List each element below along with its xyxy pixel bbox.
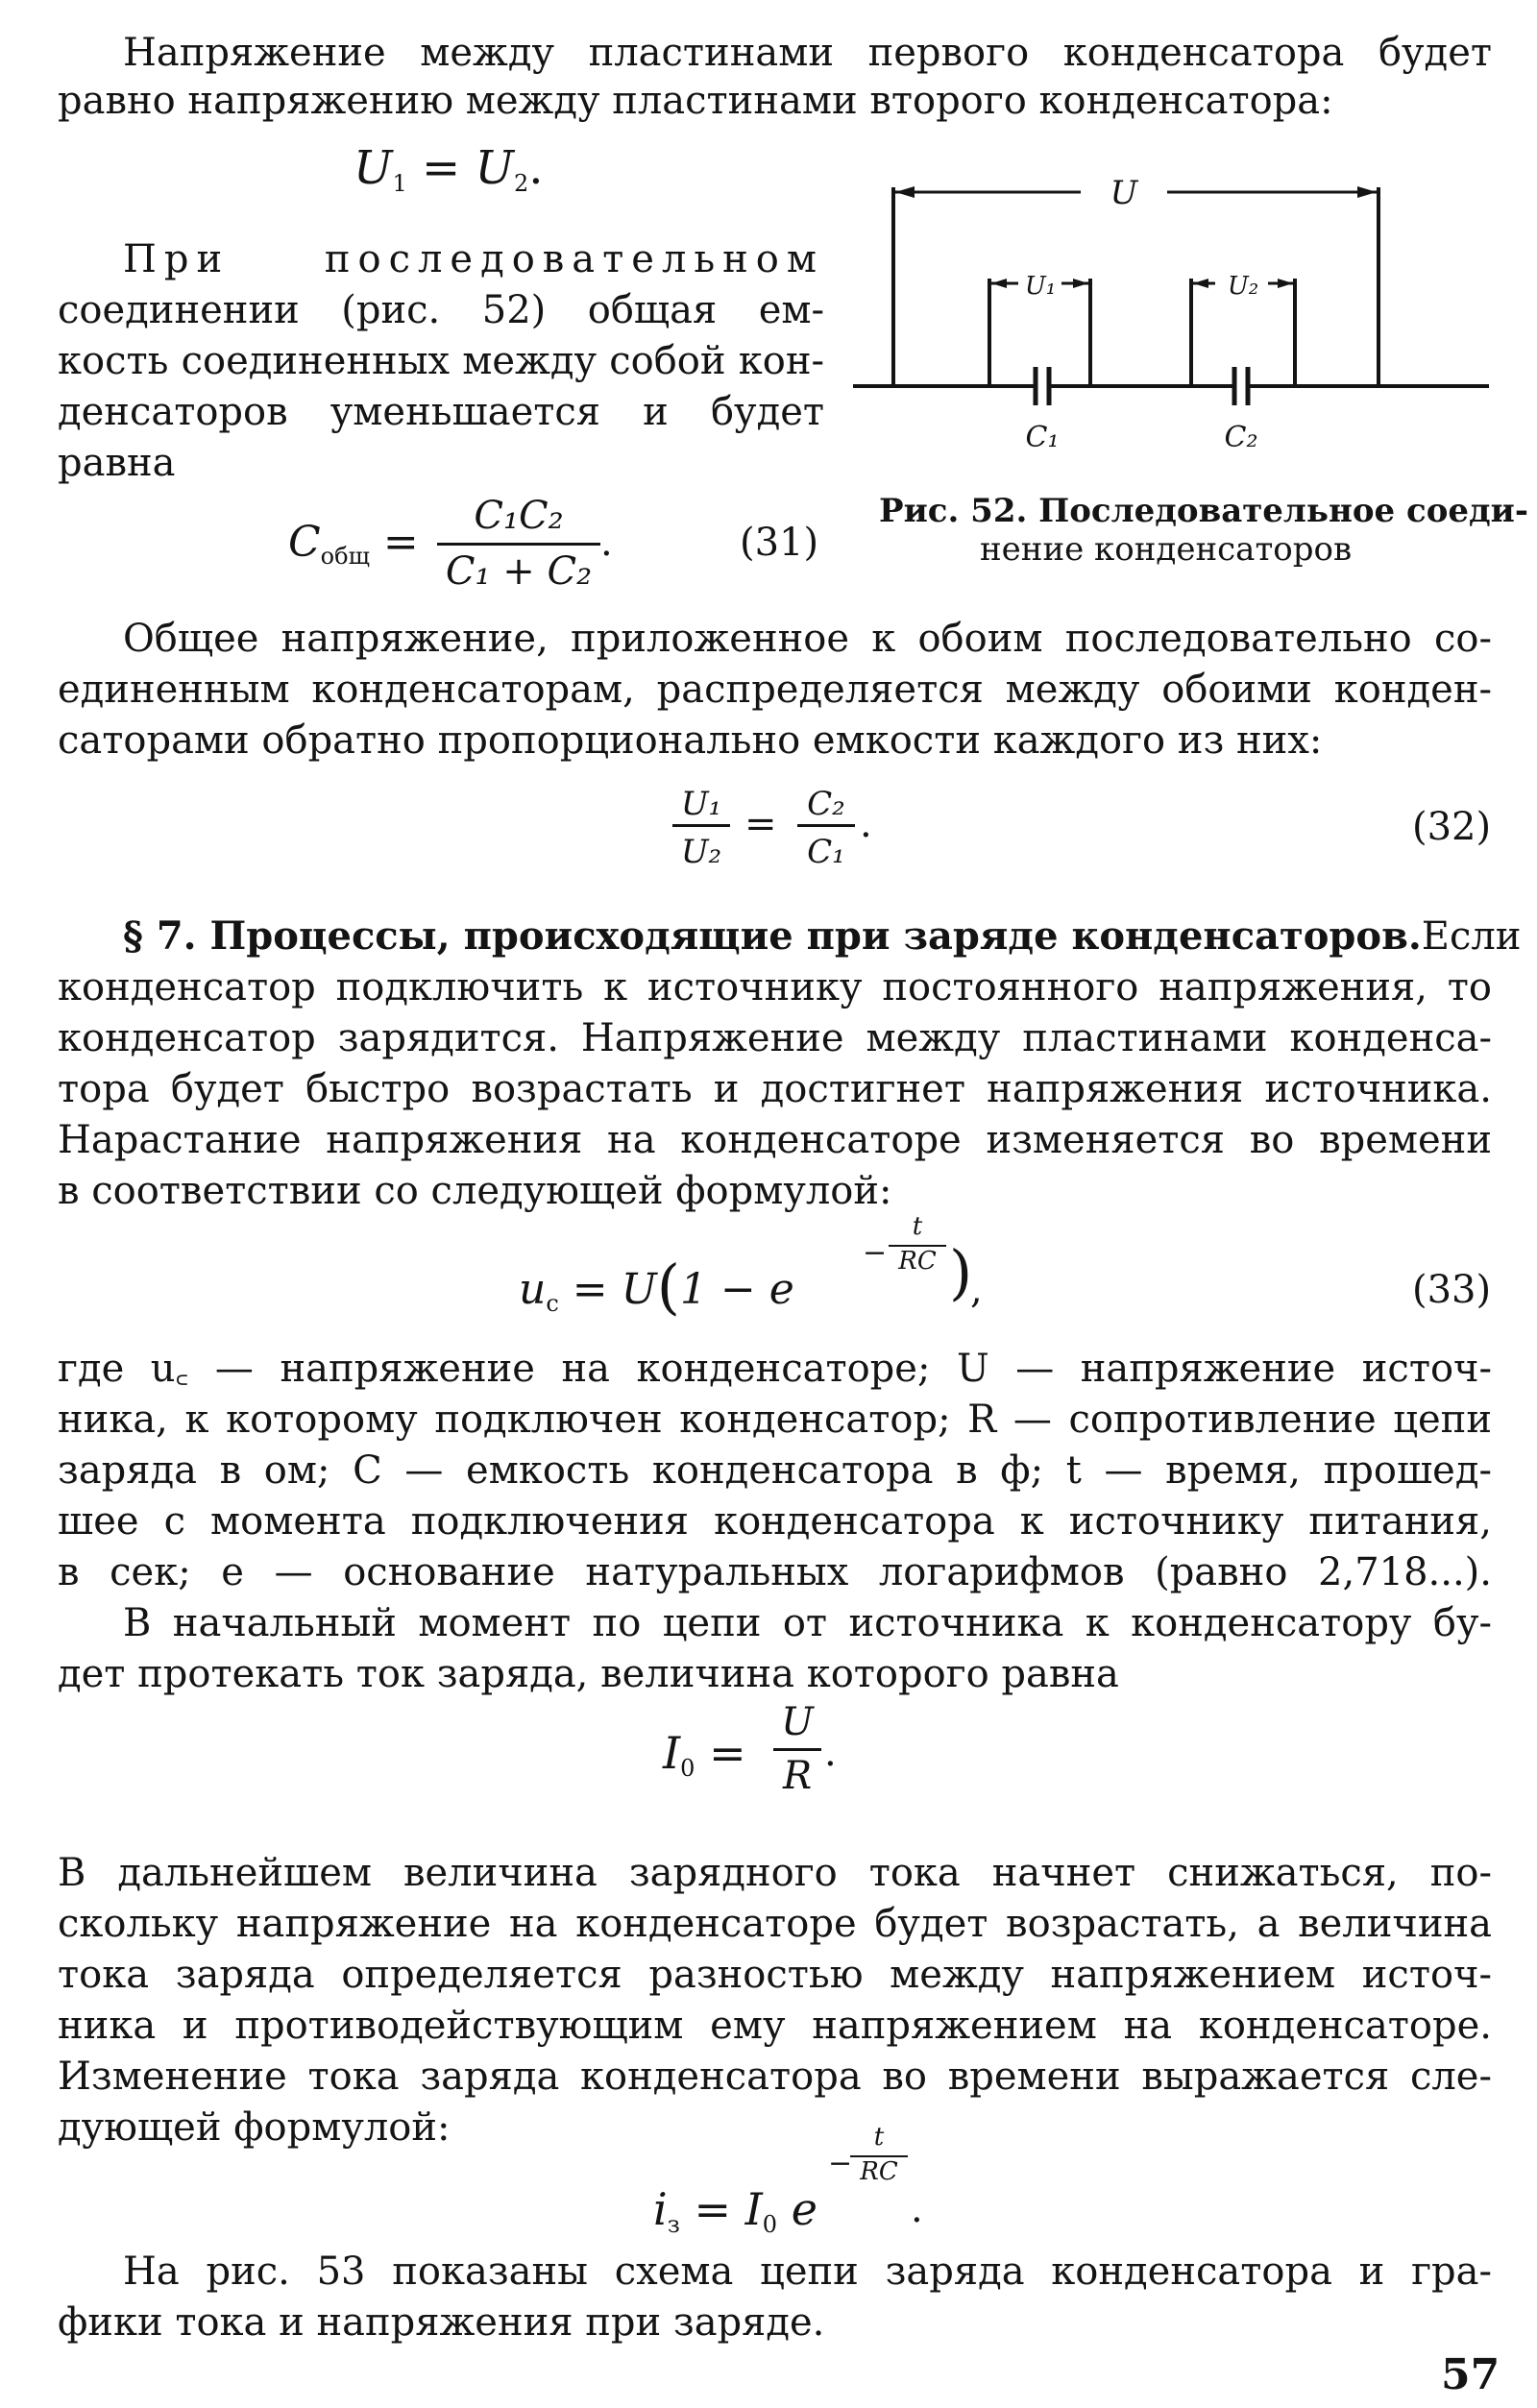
arrowhead xyxy=(1073,279,1088,288)
equation-32-num-right: C₂ xyxy=(807,785,845,823)
text-line: в сек; e — основание натуральных логарифмов (равно 2,718...). xyxy=(58,1550,1492,1594)
equation-31-numerator: C₁C₂ xyxy=(474,494,564,538)
equation-number-32: (32) xyxy=(1412,805,1492,849)
equation-33: $u_c = U(1 - e$ xyxy=(519,1252,794,1322)
page-number: 57 xyxy=(1441,2350,1500,2399)
text-fragment: Если xyxy=(1421,914,1522,959)
text-line: денсаторов уменьшается и будет xyxy=(58,390,824,434)
exponent-minus: − xyxy=(863,1236,888,1270)
text-line: дующей формулой: xyxy=(58,2105,451,2150)
equation-31-denominator: C₁ + C₂ xyxy=(445,549,593,594)
text-line: тора будет быстро возрастать и достигнет напряжения источника. xyxy=(58,1067,1492,1111)
label-u1: U₁ xyxy=(1024,272,1057,301)
text-line: тока заряда определяется разностью между напряжением источ- xyxy=(58,1953,1492,1997)
equation-32-eq: = xyxy=(744,802,777,846)
fraction-bar xyxy=(437,543,600,546)
text-line: При последовательном xyxy=(123,237,824,281)
text-line: равно напряжению между пластинами второго конденсатора: xyxy=(58,79,1333,123)
text-line: Напряжение между пластинами первого конденсатора будет xyxy=(123,31,1492,75)
fraction-bar xyxy=(773,1748,821,1751)
text-line: саторами обратно пропорционально емкости каждого из них: xyxy=(58,718,1323,763)
text-line: конденсатор зарядится. Напряжение между пластинами конденса- xyxy=(58,1016,1492,1060)
equation-32-den-left: U₂ xyxy=(680,833,722,871)
text-line: Общее напряжение, приложенное к обоим последовательно со- xyxy=(123,617,1492,661)
text-line: шее с момента подключения конденсатора к источнику питания, xyxy=(58,1499,1492,1544)
equation-33-exponent-den: RC xyxy=(898,1247,937,1276)
arrowhead xyxy=(991,279,1007,288)
equation-33-end: , xyxy=(970,1268,983,1312)
arrowhead xyxy=(1193,279,1208,288)
text-line: В начальный момент по цепи от источника к конденсатору бу- xyxy=(123,1601,1492,1645)
text-line: конденсатор подключить к источнику постоянного напряжения, то xyxy=(58,965,1492,1009)
text-line: равна xyxy=(58,441,176,485)
figure-52-circuit xyxy=(845,154,1518,471)
fraction-bar xyxy=(797,824,855,827)
section-7-heading: § 7. Процессы, происходящие при заряде конденсаторов. xyxy=(123,913,1422,959)
text-line: На рис. 53 показаны схема цепи заряда конденсатора и гра- xyxy=(123,2250,1492,2294)
text-line: Нарастание напряжения на конденсаторе изменяется во времени xyxy=(58,1118,1492,1162)
text-line: фики тока и напряжения при заряде. xyxy=(58,2300,825,2345)
equation-32-end: . xyxy=(860,802,872,846)
equation-31-lhs: $C_{общ}$ = xyxy=(288,518,419,570)
equation-i0-numerator: U xyxy=(781,1700,814,1744)
exponent-minus: − xyxy=(828,2147,853,2180)
text-line: соединении (рис. 52) общая ем- xyxy=(58,288,824,332)
text-line: кость соединенных между собой кон- xyxy=(58,339,824,383)
text-line: в соответствии со следующей формулой: xyxy=(58,1169,892,1213)
figure-caption: Рис. 52. Последовательное соеди- xyxy=(879,492,1529,530)
arrowhead xyxy=(1278,279,1293,288)
equation-33-exponent-num: t xyxy=(912,1212,923,1241)
equation-i3: $i_з = I_0$ e xyxy=(653,2183,817,2238)
equation-number-31: (31) xyxy=(740,521,819,565)
equation-i3-exponent-den: RC xyxy=(860,2157,898,2186)
label-u: U xyxy=(1110,174,1138,212)
equation-32-den-right: C₁ xyxy=(807,833,845,871)
equation-number-33: (33) xyxy=(1412,1268,1492,1312)
label-u2: U₂ xyxy=(1227,272,1259,301)
equation-i0-end: . xyxy=(824,1731,837,1775)
fraction-bar xyxy=(672,824,730,827)
label-c2: C₂ xyxy=(1224,421,1258,454)
text-line: единенным конденсаторам, распределяется между обоими конден- xyxy=(58,668,1492,712)
text-line: Изменение тока заряда конденсатора во времени выражается сле- xyxy=(58,2055,1492,2099)
arrowhead xyxy=(895,186,915,198)
section-7-heading-line xyxy=(123,912,1522,961)
text-line: ника и противодействующим ему напряжением на конденсаторе. xyxy=(58,2004,1492,2048)
label-c1: C₁ xyxy=(1025,421,1060,454)
text-line: где u꜀ — напряжение на конденсаторе; U — напряжение источ- xyxy=(58,1347,1492,1391)
equation-u1-u2: $U_1 = U_2$. xyxy=(354,141,544,197)
equation-33-close: ) xyxy=(949,1237,973,1307)
equation-i3-exponent-num: t xyxy=(873,2123,885,2152)
equation-31-end: . xyxy=(600,521,613,565)
text-line: В дальнейшем величина зарядного тока начнет снижаться, по- xyxy=(58,1851,1492,1895)
arrowhead xyxy=(1357,186,1377,198)
equation-i3-end: . xyxy=(911,2187,923,2231)
text-line: заряда в ом; C — емкость конденсатора в ф; t — время, прошед- xyxy=(58,1448,1492,1493)
equation-i0: $I_0$ = xyxy=(663,1727,746,1782)
equation-i0-denominator: R xyxy=(782,1754,813,1798)
text-line: дет протекать ток заряда, величина которого равна xyxy=(58,1652,1119,1696)
figure-caption: нение конденсаторов xyxy=(980,530,1353,569)
text-line: скольку напряжение на конденсаторе будет возрастать, а величина xyxy=(58,1902,1492,1946)
text-line: ника, к которому подключен конденсатор; R — сопротивление цепи xyxy=(58,1398,1492,1442)
equation-32-num-left: U₁ xyxy=(680,785,722,823)
